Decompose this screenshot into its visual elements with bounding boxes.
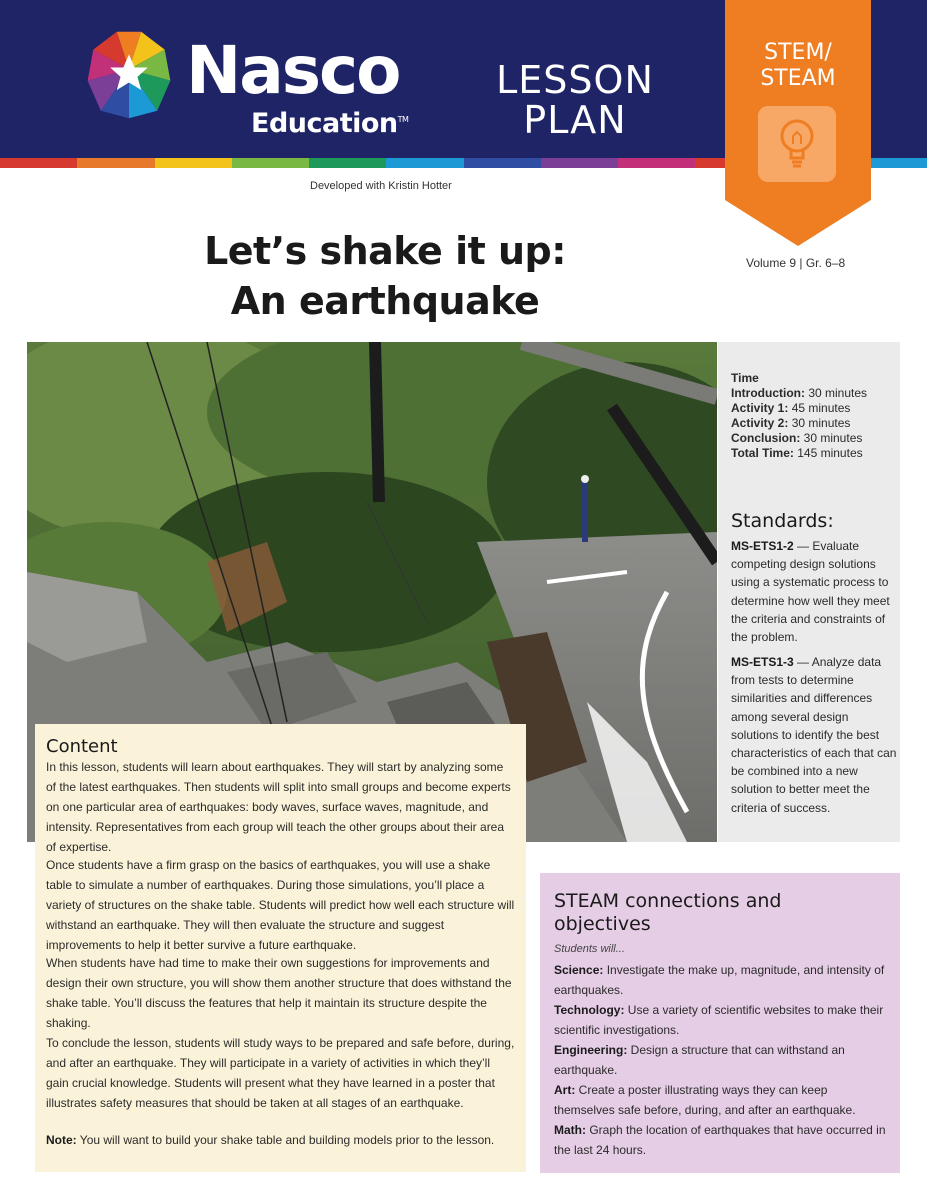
content-note: Note: You will want to build your shake table and building models prior to the lesson. [46,1133,495,1147]
standards-heading: Standards: [731,510,834,532]
page-title: Let’s shake it up: An earthquake [204,229,566,323]
list-item: Math: Graph the location of earthquakes that have occurred in the last 24 hours. [554,1123,886,1157]
nasco-star-logo-icon [82,28,176,122]
content-paragraph: Once students have a firm grasp on the basics of earthquakes, you will use a shake table to simulate a number of earthquakes. During those simulations, you’ll place a variety of structures on the shake table. Students will predict how well each structure will withstand an earthquake. They will then evaluate the structure and suggest improvements to help it better survive a future earthquake. [46,858,515,952]
time-item: Conclusion: 30 minutes [731,431,863,445]
time-item: Total Time: 145 minutes [731,446,863,460]
standard-item: MS-ETS1-3 — Analyze data from tests to determine similarities and differences among several design solutions to identify the best characteristics of each that can be combined into a new solution to better meet the criteria of success. [731,655,897,815]
time-item: Introduction: 30 minutes [731,386,868,400]
list-item: Technology: Use a variety of scientific websites to make their scientific investigations. [554,1003,884,1037]
subject-label: STEM/ STEAM [760,40,836,91]
brand-subtitle: Education™ [251,108,409,139]
volume-grade: Volume 9 | Gr. 6–8 [746,256,846,270]
content-paragraph: When students have had time to make their own suggestions for improvements and design their own structure, you will show them another structure that does withstand the shake table. You’ll discuss the features that help it maintain its structure despite the shaking. [46,956,512,1030]
brand-name: Nasco [186,32,400,109]
steam-heading: STEAM connections and objectives [554,890,782,935]
list-item: Science: Investigate the make up, magnitude, and intensity of earthquakes. [554,963,885,997]
content-paragraph: In this lesson, students will learn about earthquakes. They will start by analyzing some of the latest earthquakes. Then students will split into small groups and become experts on one particular area of earthquakes: body waves, surface waves, magnitude, and intensity. Representatives from each group will teach the other groups about their area of expertise. [46,760,511,854]
document-type: LESSON PLAN [496,58,654,142]
lightbulb-icon [758,106,836,182]
content-heading: Content [46,736,118,757]
time-item: Activity 1: 45 minutes [731,401,851,415]
standard-item: MS-ETS1-2 — Evaluate competing design solutions using a systematic process to determine how well they meet the criteria and constraints of the problem. [731,539,890,645]
author-credit: Developed with Kristin Hotter [310,180,452,192]
time-item: Activity 2: 30 minutes [731,416,851,430]
steam-intro: Students will... [554,943,625,955]
list-item: Art: Create a poster illustrating ways they can keep themselves safe before, during, and after an earthquake. [554,1083,856,1117]
steam-objectives-list [554,960,889,1160]
list-item: Engineering: Design a structure that can withstand an earthquake. [554,1043,845,1077]
content-paragraph: To conclude the lesson, students will study ways to be prepared and safe before, during, and after an earthquake. They will participate in a variety of activities in which they’ll gain crucial knowledge. Students will present what they have learned in a poster that illustrates safety measures that should be taken at all stages of an earthquake. [46,1036,515,1110]
time-schedule: Time Introduction: 30 minutes Activity 1: 45 minutes Activity 2: 30 minutes Conclusion: 30 minutes Total Time: 145 minutes [731,371,896,461]
